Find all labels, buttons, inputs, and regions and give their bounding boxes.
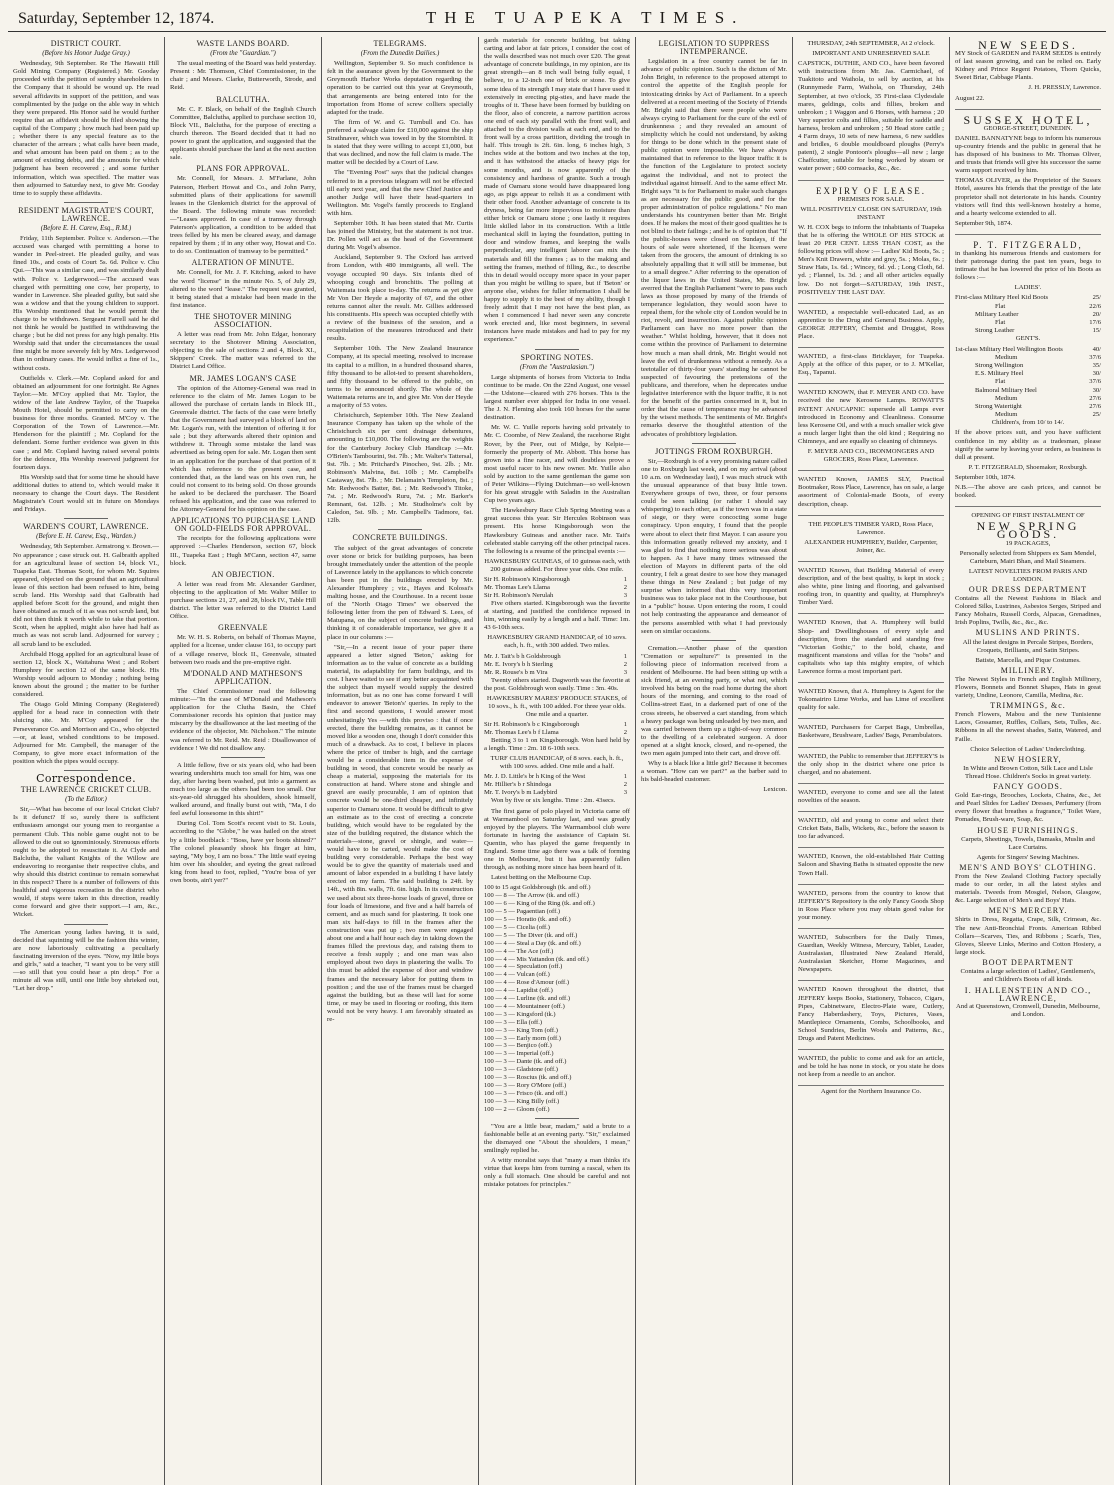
ad-text: WANTED Known, JAMES SLY, Practical Bootmaker, Ross Place, Lawrence, has on sale, a large assortment of Colonial-made Boots, of every description, cheap. bbox=[798, 476, 944, 508]
horse-name: Mr. Hillier's b r Shindoga bbox=[484, 781, 552, 789]
table-row bbox=[955, 303, 1101, 311]
table-row bbox=[484, 592, 630, 600]
wardens-court-sub: (Before E. H. Carew, Esq., Warden.) bbox=[36, 533, 136, 541]
article-paragraph: The Otago Gold Mining Company (Registered) applied for a head race in connection with their sluicing site. Mr. M'Coy appeared for the Perseverance Co. and Morrison and Co., who objected—or, at least, wished conditions to be imposed. Adjourned for Mr. Campbell, the manager of the Company, to give more exact information of the position which the pipes would occupy. bbox=[13, 701, 159, 765]
ad-text: Gold Ear-rings, Brooches, Lockets, Chains, &c., Jet and Pearl Slides for Ladies' Dresses, Perfumery (from every flower that breathes a fragrance," Toilet Ware, Pomades, Brush-ware, Soap, &c. bbox=[955, 792, 1101, 824]
price-item: Strong Watertight bbox=[975, 402, 1022, 410]
ad-subheading: ALEXANDER HUMPHREY, Builder, Carpenter, Joiner, &c. bbox=[804, 538, 938, 554]
ad-text: Batiste, Marcella, and Pique Costumes. bbox=[975, 656, 1081, 664]
wanted-ad bbox=[798, 750, 944, 784]
betting-line: 100 — 5 — The Diver (tk. and off.) bbox=[484, 931, 578, 939]
placing: 3 bbox=[623, 789, 627, 797]
ad-heading: NEW SPRING GOODS. bbox=[976, 519, 1080, 542]
seeds-ad bbox=[955, 37, 1101, 110]
ad-text: MY Stock of GARDEN and FARM SEEDS is entirely of last season growing, and can be relied on. Early Kidney and Prince Regent Potatoes, Thorn Quicks, Sweet Briar, Cabbage Plants. bbox=[955, 50, 1102, 82]
horse-name: Mr. J. D. Little's br h King of the West bbox=[484, 773, 586, 781]
column-7 bbox=[950, 37, 1106, 1485]
article-paragraph: A letter was read from Mr. John Edgar, honorary secretary to the Shotover Mining Association, objecting to the sale of sections 2 and 4, Block XI., Skippers' Creek. The matter was referred to the District Land Office. bbox=[170, 331, 316, 371]
column-2 bbox=[165, 37, 322, 1485]
betting-line: 100 — 4 — Rose d'Amour (off.) bbox=[484, 979, 570, 987]
placing: 1 bbox=[623, 652, 627, 660]
signature: Lexicon. bbox=[763, 786, 787, 794]
betting-line: 100 — 4 — Mountaineer (off.) bbox=[484, 1002, 565, 1010]
concrete-heading: CONCRETE BUILDINGS. bbox=[352, 533, 448, 543]
horse-name: Mr. Thomas Lee's Llama bbox=[484, 584, 550, 591]
price-item: Medium bbox=[995, 353, 1018, 361]
district-court-sub: (Before his Honor Judge Gray.) bbox=[42, 50, 130, 58]
article-paragraph: The first game of polo played in Victoria came off at Warrnambool on Saturday last, and was greatly enjoyed by the players. The Warrnambool club were fortunate in having the assistance of Captain St. Quentin, who has played the game frequently in England. Some time ago there was a talk of forming one in Melbourne, but it has apparently fallen through, as nothing more since has been heard of it. bbox=[484, 807, 630, 872]
wanted-ad bbox=[798, 721, 944, 747]
legislation-heading: LEGISLATION TO SUPPRESS INTEMPERANCE. bbox=[658, 39, 770, 57]
betting-line: 100 — 2 — Gloom (off.) bbox=[484, 1105, 550, 1113]
ad-subheading: OPENING OF FIRST INSTALMENT OF bbox=[971, 512, 1085, 520]
resident-court-heading: RESIDENT MAGISTRATE'S COURT, LAWRENCE. bbox=[18, 205, 154, 223]
article-paragraph: The American young ladies having, it is said, decided that squinting will be the fashion this winter, are now laboriously cultivating a peculiarly fascinating inversion of the eyes. "Now, my little boys and girls," said a teacher, "I want you to be very still—so still that you could hear a pin drop." For a minute all was still, until one little boy shrieked out, "Let her drop." bbox=[13, 928, 159, 993]
ad-text: Contains all the Newest Fashions in Black and Colored Silks, Lustrines, Asbestos Serges, Striped and Fancy Mohairs, Russell Cords, Alpacas, Grenadines, Irish Poplins, Twills, &c., &c., &c. bbox=[955, 595, 1101, 627]
wanted-ad bbox=[798, 350, 944, 384]
betting-line: 100 — 3 — Rory O'More (off.) bbox=[484, 1082, 567, 1089]
ad-heading: SUSSEX HOTEL, bbox=[963, 112, 1093, 127]
article-paragraph: His Worship said that for some time he should have additional duties to attend to, which would make it necessary to change the Court days. The Resident Magistrate's Court would sit in future on Mondays and Fridays. bbox=[13, 473, 159, 514]
article-paragraph: Wednesday, 9th September. Armstrong v. Brown.—No appearance ; case struck out. H. Galbraith applied for an agricultural lease of section 14, block VI., Tuapeka East. Thomas Scott, for whom Mr. Squires appeared, objected on the ground that an agricultural lease of this section had been refused to him, being scrub land. His Worship said that Galbraith had applied before Scott for the ground, and might then have obtained as much of it as was not scrub land, but did not then think it worth while to take that portion. Scott, when he applied, might also have had half as much as was not scrub land. Adjourned for survey ; all scrub land to be excluded. bbox=[13, 543, 159, 648]
price-heading: LADIES'. bbox=[1014, 284, 1042, 292]
race-results bbox=[484, 576, 630, 600]
betting-line: 100 — 8 — The Arrow (tk. and off.) bbox=[484, 892, 580, 900]
cricket-sub: (To the Editor.) bbox=[65, 796, 107, 804]
article-paragraph: Won by five or six lengths. Time : 2m. 43secs. bbox=[491, 797, 616, 805]
price-item: Medium bbox=[995, 394, 1018, 402]
gents-price-table bbox=[955, 346, 1101, 420]
ad-text: WANTED, old and young to come and select their Cricket Bats, Balls, Wickets, &c., before the season is too far advanced. bbox=[798, 817, 944, 841]
ad-text: Carpets, Sheetings, Towels, Damasks, Muslin and Lace Curtains. bbox=[961, 835, 1095, 851]
price-value: 17/6 bbox=[1089, 319, 1101, 327]
horse-name: Sir H. Robinson's b c Kingsborough bbox=[484, 721, 580, 729]
article-paragraph: A little fellow, five or six years old, who had been wearing undershirts much too small for him, was one day, after having been washed, put into a garment as much too large as the others had been too small. Our six-year-old shrugged his shoulders, shook himself, walked around, and finally burst out with, "Ma, I do feel awful loosesome in this shirt!" bbox=[170, 761, 316, 818]
ad-text: WANTED Known, that A. Humphrey is Agent for the Tokomairiro Lime Works, and has Lime of excellent quality for sale. bbox=[798, 688, 944, 712]
placing: 1 bbox=[623, 576, 627, 583]
ad-subheading: LATEST NOVELTIES FROM PARIS AND LONDON. bbox=[968, 567, 1088, 583]
article-paragraph: The firm of W. and G. Turnbull and Co. has preferred a salvage claim for £10,000 against the ship Strathnaver, which was towed in by the Stormbird. It is stated that they were willing to accept £1,000, but that was declined, and now the full claim is made. The matter will be decided by a Court of Law. bbox=[327, 118, 473, 167]
ad-text: Contains a large selection of Ladies', Gentlemen's, and Children's Boots of all kinds. bbox=[960, 968, 1096, 984]
correspondence-heading: Correspondence. bbox=[36, 771, 136, 785]
table-row bbox=[955, 411, 1101, 419]
table-row bbox=[955, 403, 1101, 411]
table-row bbox=[955, 395, 1101, 403]
betting-line: 100 — 6 — King of the Ring (tk. and off.) bbox=[484, 900, 595, 908]
article-paragraph: During Col. Tom Scott's recent visit to St. Louis, according to the "Globe," he was hailed on the street by a little bootblack : "Boss, have yer boots shined?" The colonel pleasantly shook his finger at him, saying, "My boy, I am no boss." The little waif eyeing him over his shoulder, and eyeing the great railroad king from head to foot, replied, "You're boss of yer own boots, ain't yer?" bbox=[170, 820, 316, 884]
race-results bbox=[484, 653, 630, 677]
article-paragraph: "Sir,—In a recent issue of your paper there appeared a letter signed 'Beton,' asking for information as to the value of concrete as a building material, its adaptability for farm buildings, and its cost. I have waited to see if any better acquainted with the subject than myself would supply the desired information, but as no one has come forward I will endeavor to answer 'Beton's' queries. In reply to the first and second questions, I would answer most unhesitatingly Yes —with this proviso : that if once erected, there the building remains, as it cannot be moved like a wooden one, though I don't consider this much of a drawback. As to cost, I believe in places where the price of timber is high, and the carriage would be a considerable item in the expense of building in wood, that concrete would be nearly as cheap a material, supposing the materials for its construction at hand. Where stone and shingle and gravel are easily procurable, I am of opinion that concrete would be one-third cheaper, and infinitely superior to Oamaru stone. It would be difficult to give an estimate as to the cost of erecting a concrete building, which would have to be regulated by the size of the building required, the distance which the materials—stone, gravel or shingle, and water—would have to be carted, would make the cost of building very considerable. Perhaps the best way would be to give the quantity of materials used and amount of labor expended in a building I have lately erected on my farm. The said building is 24ft. by 14ft., with 8in. walls, 7ft. 6in. high. In its construction we used about six three-horse loads of gravel, three or four loads of limestone, and five and a half barrels of cement, and as much sand for plastering. It took one man six half-days to fill in the frames after the construction was put up ; two men were engaged about one and a half hour each day in taking down the frames filled the previous day, and raising them to receive a fresh supply ; and one man was also employed about two days in plastering the walls. To this must be added the expense of door and window frames and the necessary labor for putting them in position ; and the use of the frames must be charged against the building, but as these will last for some time, or may be used in flooring or roofing, this item would not be very heavy. I am favorably situated as re- bbox=[327, 643, 473, 1023]
article-paragraph: Five others started. Kingsborough was the favorite at starting, and justified the confidence reposed in him, winning easily by a length and a half. Time: 1m. 43 6-10th secs. bbox=[484, 600, 630, 632]
article-paragraph: "You are a little bear, madam," said a brute to a fashionable belle at an evening party. "Sir," exclaimed the dismayed one "About the shoulders, I mean," smilingly replied he. bbox=[484, 1122, 630, 1154]
ad-text: Choice Selection of Ladies' Underclothing. bbox=[970, 745, 1086, 753]
placing: 3 bbox=[623, 668, 627, 676]
ad-date: THURSDAY, 24th SEPTEMBER, At 2 o'clock. bbox=[807, 40, 935, 47]
ad-text: WANTED, Subscribers for the Daily Times, Guardian, Weekly Witness, Mercury, Tablet, Leader, Australasian, Illustrated New Zealand Herald, Australasian Sketcher, Home Magazines, and Newspapers. bbox=[798, 933, 944, 974]
ad-heading: TRIMMINGS, &c. bbox=[990, 701, 1066, 711]
betting-line: 100 — 4 — Lurline (tk. and off.) bbox=[484, 995, 570, 1003]
price-value: 15/ bbox=[1092, 327, 1101, 335]
betting-line: 100 — 3 — Frisco (tk. and off.) bbox=[484, 1089, 568, 1097]
column-3 bbox=[322, 37, 479, 1485]
ad-text: And at Queenstown, Cromwell, Dunedin, Melbourne, and London. bbox=[956, 1003, 1100, 1019]
ad-text: in thanking his numerous friends and customers for their patronage during the past ten years, begs to intimate that he has lowered the price of his Boots as follows :— bbox=[955, 249, 1101, 282]
placing: 1 bbox=[623, 721, 627, 729]
wanted-ad bbox=[798, 685, 944, 719]
ad-text: From the New Zealand Clothing Factory specially made to our order, in all the latest styles and materials. Tweeds from Mosgiel, Nelson, Glasgow, &c. Large selection of Men's and Boys' Hats. bbox=[955, 872, 1101, 905]
telegrams-sub: (From the Dunedin Dailies.) bbox=[360, 50, 440, 58]
column-6 bbox=[793, 37, 950, 1485]
wardens-court-heading: WARDEN'S COURT, LAWRENCE. bbox=[23, 522, 149, 532]
article-paragraph: Wellington, September 9. So much confidence is felt in the assurance given by the Government to the Greymouth Harbor Works deputation regarding the operation to be carried out this year at Greymouth, that arrangements are being entered into for the importation from Home of screw colliers specially adapted for the trade. bbox=[327, 60, 473, 116]
horse-name: Sir H. Robinson's Kingsborough bbox=[484, 576, 570, 583]
auction-ad bbox=[798, 37, 944, 181]
ad-text: Personally selected from Shippers ex Sam Mendel, Carteburn, Mairi Bhan, and Mail Steamers. bbox=[959, 549, 1097, 565]
table-row bbox=[484, 789, 630, 797]
race-results bbox=[484, 773, 630, 797]
table-row bbox=[955, 378, 1101, 386]
table-row bbox=[955, 362, 1101, 370]
article-paragraph: gards materials for concrete building, but taking carting and labor at fair prices, I consider the cost of the walls described was not much over £20. The great advantage of concrete buildings, in my opinion, are its great strength—an 8 inch wall being fully equal, I believe, to a 12-inch one of brick or stone. To give some idea of its strength I may state that I have used it extensively in erecting pig-sties, and have made the troughs of it. These have been formed by building on the floor, also of concrete, a narrow partition across one end of each sty parallel with the front wall, and attached to the division walls at each end, and to the front wall by a cross partition, dividing the trough in half. This trough is 2ft. 6in. long, 6 inches high, 3 inches wide at the bottom and two inches at the top, and it has withstood the attacks of heavy pigs for some months, and is now apparently of the consistency and hardness of granite. Such a trough made of Oamaru stone would have disappeared long ago, as pigs appear to relish it as a condiment with their other food. Another advantage of concrete is its dryness, being far more impervious to moisture than either brick or Oamaru stone ; one lastly it requires little skilled labor in its construction. With a little mechanical skill in laying the foundation, putting in door and window frames, and keeping the walls perpendicular, any intelligent laborer can mix the materials and fill the frames ; as to the making and setting the frames, method of filling, &c., to describe this in detail would occupy more space in your paper than you might be willing to spare, but if 'Beton' or anyone else, wishes for fuller information I shall be happy to supply it to the best of my ability, though I freely admit that I may not have the best plan, as when I commenced I had never seen any concrete work erected and, like most beginners, in several instances have made mistakes and had to pay for my experience." bbox=[484, 37, 630, 344]
ad-heading: HOUSE FURNISHINGS. bbox=[977, 825, 1079, 835]
price-item: Flat bbox=[995, 319, 1006, 327]
placing: 2 bbox=[623, 660, 627, 668]
lease-ad bbox=[798, 183, 944, 304]
race-heading: HAWKESBURY MARES' PRODUCE STAKES, of 10 sovs., h. ft., with 100 added. For three year olds. One mile and a quarter. bbox=[486, 694, 628, 718]
wanted-ad bbox=[798, 983, 944, 1050]
article-paragraph: September 10th. The New Zealand Insurance Company, at its special meeting, resolved to increase its capital to a million, in a hundred thousand shares, fifty thousand to be allot-ted to present shareholders, and fifty thousand to be offered to the public, on terms to be announced shortly. The whole of the Waitemata returns are in, and give Mr. Von der Heyde a majority of 53 votes. bbox=[327, 345, 473, 410]
table-row bbox=[484, 773, 630, 781]
ad-heading: P. T. FITZGERALD, bbox=[973, 239, 1083, 250]
article-paragraph: September 10th. It has been stated that Mr. Curtis has joined the Ministry, but the statement is not true. Dr. Pollen will act as the head of the Government during Mr. Vogel's absence. bbox=[327, 219, 473, 252]
betting-line: 100 — 4 — Mis Yattandon (tk. and off.) bbox=[484, 955, 589, 963]
issue-date: Saturday, September 12, 1874. bbox=[18, 10, 215, 27]
ad-text: WANTED Known throughout the district, that JEFFERY keeps Books, Stationery, Tobacco, Cigars, Pipes, Cabinetware, Electro-Plate ware, Cutlery, Fancy Haberdashery, Toys, Pictures, Vases, Mantlepiece Ornaments, Combs, Schoolbooks, and School Sundries, Berlin Wools and Patterns, &c., Drugs and Patent Medicines. bbox=[798, 986, 944, 1042]
table-row bbox=[955, 327, 1101, 335]
column-1 bbox=[8, 37, 165, 1485]
betting-line: 100 — 4 — Lapidist (off.) bbox=[484, 987, 553, 995]
betting-line: 100 — 4 — The Ace (off.) bbox=[484, 947, 554, 955]
betting-line: 100 — 5 — Horatio (tk. and off.) bbox=[484, 915, 571, 923]
betting-list bbox=[484, 884, 630, 1113]
article-paragraph: Mr. Connell, for Messrs. J. M'Farlane, John Paterson, Herbert Howat and Co., and John Parry, submitted plans of their applications for sawmill leases in the Glenkenich district for the approval of the Board. The following minute was recorded:—"Leases approved. In case of a tramway through Paterson's application, a condition to be added that trees felled by his men be cleared away, and damage repaired by them ; if in any other way, Howat and Co. to do so. Continuation of tramway to be permitted." bbox=[170, 175, 316, 256]
price-item: E.S. Military Heel bbox=[975, 370, 1024, 378]
column-5 bbox=[636, 37, 793, 1485]
section-heading: ALTERATION OF MINUTE. bbox=[191, 258, 295, 268]
ad-heading: MILLINERY. bbox=[1000, 665, 1056, 675]
table-row bbox=[484, 661, 630, 669]
ad-signature: F. MEYER AND CO., IRONMONGERS AND GROCERS, Ross Place, Lawrence. bbox=[807, 448, 935, 464]
section-heading: PLANS FOR APPROVAL. bbox=[196, 164, 290, 174]
ad-text: WANTED, Known, the old-established Hair Cutting Saloon and Shaving Baths is situated opposite the new Town Hall. bbox=[798, 853, 944, 877]
price-item: Balmoral Military Heel bbox=[975, 386, 1037, 394]
article-paragraph: The receipts for the following applications were approved :—Charles Henderson, section 67, block III., Tuapeka East ; Hugh M'Cann, section 47, same block. bbox=[170, 535, 316, 567]
ad-heading: EXPIRY OF LEASE. bbox=[816, 185, 926, 196]
table-row bbox=[484, 576, 630, 584]
price-item: Military Leather bbox=[975, 310, 1019, 318]
horse-name: Sir H. Robinson's Nerulah bbox=[484, 592, 554, 599]
article-paragraph: The usual meeting of the Board was held yesterday. Present : Mr. Thomson, Chief Commissioner, in the chair ; and Messrs. Clarke, Butterworth, Strode, and Reid. bbox=[170, 60, 316, 92]
ad-heading: NEW HOSIERY, bbox=[994, 754, 1062, 764]
waste-lands-sub: (From the "Guardian.") bbox=[210, 50, 276, 58]
price-item: Strong Wellington bbox=[975, 361, 1024, 369]
price-item: First-class Military Heel Kid Boots bbox=[955, 294, 1049, 302]
ad-heading: THE PEOPLE'S TIMBER YARD, Ross Place, Lawrence. bbox=[808, 520, 934, 536]
wanted-ad bbox=[798, 306, 944, 348]
ad-text: All the latest designs in Percale Stripes, Borders, Croquets, Brilliants, and Satin Stripes. bbox=[962, 638, 1094, 654]
ad-text: WANTED Known, that Building Material of every description, and of the best quality, is kept in stock ; also white, pine lining and flooring, and galvanised roofing iron, in quantity and quality, at Humphrey's Timber Yard. bbox=[798, 566, 944, 607]
placing: 2 bbox=[623, 584, 627, 591]
betting-line: 100 — 3 — Gladstone (off.) bbox=[484, 1066, 558, 1074]
jottings-heading: JOTTINGS FROM ROXBURGH. bbox=[655, 446, 773, 456]
ad-text: W. H. COX begs to inform the inhabitants of Tuapeka that he is offering the WHOLE OF HIS STOCK at least 20 PER CENT. LESS THAN COST, as the following prices will show :— Ladies' Kid Boots, 5s. ; Men's Knit Drawers, white and grey, 5s. ; Molas, 6s. ; Straw Hats, 1s. 6d. ; Wincey, 6d. yd. ; Long Cloth, 6d. yd. ; Flannel, 1s. 3d. ; and all other articles equally low. Do not forget—SATURDAY, 19th INST., POSITIVELY THE LAST DAY. bbox=[798, 223, 944, 296]
betting-line: 100 — 3 — Roscius (tk. and off.) bbox=[484, 1074, 572, 1082]
table-row bbox=[484, 669, 630, 677]
ad-text: Children's, from 10/ to 14/. bbox=[991, 419, 1065, 427]
ad-heading: MUSLINS AND PRINTS. bbox=[975, 628, 1081, 638]
wanted-ad bbox=[798, 786, 944, 812]
betting-line: 100 — 3 — Kingsford (tk.) bbox=[484, 1010, 556, 1018]
price-heading: GENT'S. bbox=[1015, 335, 1041, 343]
horse-name: Mr. E. Ivory's b h Sterling bbox=[484, 660, 553, 668]
ad-text: If the above prices suit, and you have sufficient confidence in my ability as a tradesman, please signify the same by leaving your orders, as business is dull at present. bbox=[955, 429, 1101, 461]
wanted-ad bbox=[798, 386, 944, 471]
ad-date: August 22. bbox=[955, 94, 985, 102]
price-item: 1st-class Military Heel Wellington Boots bbox=[955, 345, 1063, 353]
article-paragraph: Legislation in a free country cannot be far in advance of public opinion. Such is the dictum of Mr. John Bright, in reference to the proposed attempt to control the appetite of the English people for intoxicating drinks by Act of Parliament. In a speech delivered at a recent meeting of the Society of Friends Mr. Bright said that there were people who were always crying to Parliament for the cure of the evil of drunkenness ; and they revealed an amount of simplicity which he could not understand, by asking for things to be done which in the present state of public opinion were impossible. We have always maintained that in reference to the liquor traffic it is the function of the Legislature to protect society against the individual, and not to protect the individual against himself. And to the same effect Mr. Bright says "it is for Parliament to make such changes as are necessary for the public good, and for the proper administration of police regulations." No man understands his countrymen better than Mr. Bright does. If he makes the most of their good qualities he is not blind to their failings ; and he is of opinion that "If the public-houses were closed on Sundays, if the hours of sale were shortened, if the licenses were taken from the grocers, the amount of drinking is so absolutely appalling that it will still be immense, but to a small degree." After referring to the operation of the liquor laws in the United States, Mr. Bright averred that the English Parliament "were to pass such laws as those proposed by many of the friends of temperance legislation, they would soon have to repeal them, for the whole city of London would be in riot, revolt, and insurrection. Against public opinion Parliament can have no more power than the weather." Whilst holding, however, that it does not come within the province of Parliament to determine how much a man shall drink, Mr. Bright would not leave the evil of drunkenness without a remedy. As a teetotaller of thirty-four years' standing he cannot be suspected of favouring the pretensions of the publicans, and therefore, when he deprecates undue legislative interference with the liquor traffic, it is not for the benefit of the parties concerned in it, but in order that the cause of temperance may be advanced by the wisest methods. The sentiments of Mr. Bright's remarks deserve the thoughtful attention of the advocates of prohibitory legislation. bbox=[641, 58, 787, 438]
placing: 1 bbox=[623, 773, 627, 781]
wanted-ad bbox=[798, 564, 944, 614]
ad-heading: BOOT DEPARTMENT bbox=[982, 957, 1074, 967]
price-value: 37/6 bbox=[1089, 378, 1101, 386]
ad-signature: P. T. FITZGERALD, Shoemaker, Roxburgh. bbox=[968, 463, 1088, 471]
ad-text: WANTED, Purchasers for Carpet Bags, Umbrellas, Basketware, Brushware, Ladies' Bags, Perambulators. bbox=[798, 724, 944, 740]
wanted-ad bbox=[798, 850, 944, 884]
table-row bbox=[955, 319, 1101, 327]
sussex-hotel-ad bbox=[955, 112, 1101, 235]
ad-heading: IMPORTANT AND UNRESERVED SALE bbox=[812, 50, 930, 58]
ad-signature: J. H. PRESSLY, Lawrence. bbox=[1028, 84, 1101, 92]
telegrams-heading: TELEGRAMS. bbox=[373, 39, 427, 48]
betting-line: 100 — 5 — Cicelia (off.) bbox=[484, 923, 550, 931]
cricket-heading: THE LAWRENCE CRICKET CLUB. bbox=[20, 785, 152, 795]
ladies-price-table bbox=[955, 294, 1101, 335]
article-paragraph: Latest betting on the Melbourne Cup. bbox=[491, 874, 592, 882]
price-item: Strong Leather bbox=[975, 327, 1015, 335]
price-value: 35/ bbox=[1092, 361, 1101, 369]
horse-name: Mr. J. Tait's b h Goldsbrough bbox=[484, 652, 561, 660]
article-paragraph: Archibald Hogg applied for an agricultural lease of section 12, block X., Waitahuna West ; and Robert Humphrey for section 12 of the same block. His Worship would adjourn to Monday ; nothing being known about the ground ; the matter to be further considered. bbox=[13, 650, 159, 699]
wanted-ad bbox=[798, 931, 944, 981]
horse-name: Mr. T. Ivory's b m Ladybird bbox=[484, 789, 558, 797]
betting-line: 100 — 3 — Ella (off.) bbox=[484, 1018, 543, 1026]
race-heading: TURF CLUB HANDICAP, of 8 sovs. each, h. ft., with 100 sovs. added. One mile and a half. bbox=[490, 755, 624, 771]
table-row bbox=[955, 311, 1101, 319]
ad-text: WANTED, a respectable well-educated Lad, as an apprentice to the Drug and General Business. Apply, GEORGE JEFFERY, Chemist and Druggist, Ross Place. bbox=[798, 308, 944, 340]
article-paragraph: A letter was read from Mr. Alexander Gardiner, objecting to the application of Mr. Walter Miller to purchase sections 21, 27, and 28, block IV., Table Hill district. The letter was referred to the District Land Office. bbox=[170, 580, 316, 621]
table-row bbox=[955, 294, 1101, 302]
race-heading: HAWKESBURY GUINEAS, of 10 guineas each, with 200 guineas added. For three year olds. One mile. bbox=[484, 557, 630, 573]
price-value: 37/6 bbox=[1089, 353, 1101, 361]
price-value: 25/ bbox=[1092, 294, 1101, 302]
ad-heading: NEW SEEDS. bbox=[978, 38, 1078, 52]
article-paragraph: Friday, 11th September. Police v. Anderson.—The accused was charged with permitting a horse to wander in Peel-street. He pleaded guilty, and was fined 10s., and costs of Court 5s. 6d. Police v. Chu Qui.—This was a similar case, and was similarly dealt with. Police v. Ledgerwood.—The accused was charged with permitting one cow, her property, to wander in Lawrence. She pleaded guilty, but said she was a widow and that the young children to support. His Worship mentioned that he would permit the charge to be withdrawn. Sergeant Farrell said he did not think he would be justified in withdrawing the charge ; but he did not press for any high penalty. His Worship said that under the circumstances the usual fine might be more severely felt by Mrs. Ledgerwood than in ordinary cases. He would inflict a fine of 1s., without costs. bbox=[13, 235, 159, 372]
table-row bbox=[484, 584, 630, 592]
ad-text: WANTED, the public to come and ask for an article, and be told he has none in stock, or you state he does not keep from a needle to an anchor. bbox=[798, 1055, 944, 1079]
race-results bbox=[484, 721, 630, 737]
ad-date: September 9th, 1874. bbox=[955, 219, 1013, 227]
race-heading: HAWKESBURY GRAND HANDICAP, of 10 sovs. each, h. ft., with 300 added. Two miles. bbox=[487, 634, 627, 650]
ad-text: French Flowers, Mabou and the new Tunisienne Laces, Gossamer, Ruffles, Collars, Sets, Tulles, &c. Ribbons in all the newest shades, Satin, Watered, and Faille. bbox=[955, 711, 1101, 743]
newspaper-title: THE TUAPEKA TIMES. bbox=[425, 8, 745, 27]
article-paragraph: The "Evening Post" says that the judicial changes referred to in a previous telegram will not be effected till early next year, and that the new Chief Justice and another Judge will have their head-quarters in Wellington. Mr. Vogel's family proceeds to England with him. bbox=[327, 169, 473, 217]
price-value: 30/ bbox=[1092, 386, 1101, 394]
ad-text: DANIEL BANNATYNE begs to inform his numerous up-country friends and the public in general that he has disposed of his business to Mr. Thomas Oliver, and trusts that friends will give his successor the same warm support received by him. bbox=[955, 134, 1101, 175]
ad-heading: MEN'S AND BOYS' CLOTHING. bbox=[959, 862, 1097, 872]
ad-text: THOMAS OLIVER, as the Proprietor of the Sussex Hotel, assures his friends that the prestige of the late proprietor shall not deteriorate in his hands. Country visitors will find this well-known hostelry a home, and a hearty welcome extended to all. bbox=[955, 177, 1101, 217]
ad-text: In White and Brown Cotton, Silk Lace and Lisle Thread Hose. Children's Socks in great variety. bbox=[963, 764, 1093, 780]
wanted-ad bbox=[798, 1052, 944, 1086]
section-heading: THE SHOTOVER MINING ASSOCIATION. bbox=[194, 311, 292, 329]
article-paragraph: Mr. Connell, for Mr. J. F. Kitching, asked to have the word "license" in the minute No. 5, of July 29, altered to the word "lease." The request was granted, it being stated that a mistake had been made in the first instance. bbox=[170, 269, 316, 309]
waste-lands-heading: WASTE LANDS BOARD. bbox=[196, 39, 290, 48]
betting-line: 100 — 4 — Speculation (off.) bbox=[484, 963, 563, 971]
sporting-sub: (From the "Australasian.") bbox=[519, 363, 595, 371]
table-row bbox=[955, 370, 1101, 378]
betting-line: 100 — 3 — Imperial (off.) bbox=[484, 1050, 554, 1058]
article-paragraph: Mr. W. H. S. Roberts, on behalf of Thomas Mayne, applied for a license, under clause 161, to occupy part of a village reserve, block II., Greenvale, situated between two roads and the pre-emptive right. bbox=[170, 634, 316, 666]
article-paragraph: The opinion of the Attorney-General was read in reference to the claim of Mr. James Logan to be allowed the purchase of certain lands in Block III., Greenvale district. The facts of the case were briefly that the Government had surveyed a block of land on Mr. Logan's run, with the intention of offering it for sale ; but they afterwards altered their opinion and withdrew it. Through some mistake the land was advertised as being open for sale. Mr. Logan then sent in an application for the purchase of that portion of it which has reference to the present case, and contended that, as the land was on his own run, he could not consent to its being sold. On those grounds he asked to be declared the purchaser. The Board refused his application, and the case was referred to the Attorney-General for his opinion on the case. bbox=[170, 384, 316, 514]
ad-text: CAPSTICK, DUTHIE, AND CO., have been favored with instructions from Mr. Jas. Carmichael, of Tuakitoto and Waihola, to sell by auction, at his (Runnymede Farm, Waihola, on Thursday, 24th September, at two o'clock, 35 First-class Clydesdale mares, geldings, colts and fillies, broken and unbroken ; 1 Waggon and 6 Horses, with harness ; 20 Very superior colts and fillies, suitable for saddle and harness, broken and unbroken ; 50 Head store cattle ; 4 Farm drays, 10 sets of new harness, 6 new saddles and bridles, 6 double mouldboard ploughs (Perry's patent), 2 single Pontoon's ploughs—all new ; large Chaffcutter, suitable for being worked by steam or water power ; 600 cornsacks, &c., &c. bbox=[798, 60, 944, 173]
ad-text: WANTED, the Public to remember that JEFFERY'S is the only shop in the district where one price is charged, and no abatement. bbox=[798, 752, 944, 776]
betting-line: 100 — 3 — King Tom (off.) bbox=[484, 1026, 558, 1034]
columns bbox=[8, 37, 1106, 1485]
article-paragraph: Wednesday, 9th September. Re The Hawaiii Hill Gold Mining Company (Registered.) Mr. Gooday proceeded with the petition of sundry shareholders in the Company that it should be wound up. He read several affidavits in support of the petition, and was complimented by the judge on the able way in which they were prepared. His Honor said he would further require that an affidavit should be filed showing the capital of the Company ; how much had been paid up ; whether there is any special feature as to the character of the arrears ; what calls have been made, and what amount has been paid on them ; as to the amount of existing debts, and the amounts for which judgment has been recovered ; and some further information, which was specified. The matter was then adjourned to Saturday next, to give Mr. Gooday time to to supply these affidavits. bbox=[13, 60, 159, 197]
price-value: 30/ bbox=[1092, 370, 1101, 378]
ad-text: WANTED, everyone to come and see all the latest novelties of the season. bbox=[798, 788, 944, 804]
ad-text: Agents for Singers' Sewing Machines. bbox=[976, 853, 1080, 861]
article-paragraph: Christchurch, September 10th. The New Zealand Insurance Company has taken up the whole of the Christchurch six per cent drainage debentures, amounting to £10,000. The following are the weights for the Canterbury Jockey Club Handicap :—Mr. O'Brien's Tambourini, 9st. 7lb. ; Mr. Walter's Tattersal, 9st. 7lb. ; Mr. Pritchard's Pinocheo, 9st. 2lb. ; Mr. Robinson's Malvina, 8st. 10lb ; Mr. Campbell's Castaway, 8st. 7lb. ; Mr. Delamain's Templeton, 8st. ; Mr. Redwood's Batter, 8st. ; Mr. Redwood's Titoke, 7st. ; Mr. Redwood's Ruru, 7st. ; Mr. Barker's Remnant, 6st. 12lb. ; Mr. Studholme's colt by Caledon, 5st. 9lb. ; Mr. Campbell's Tadmore, 6st. 12lb. bbox=[327, 412, 473, 525]
article-paragraph: A witty moralist says that "many a man thinks it's virtue that keeps him from turning a rascal, when its only a full stomach. One should be careful and not mistake potatoes for principles." bbox=[484, 1157, 630, 1189]
horse-name: Mr. Thomas Lee's b f Llama bbox=[484, 729, 559, 737]
ad-heading: FANCY GOODS. bbox=[993, 782, 1063, 792]
placing: 2 bbox=[623, 781, 627, 789]
timber-yard-ad bbox=[798, 518, 944, 562]
price-item: Flat bbox=[995, 302, 1006, 310]
masthead bbox=[8, 6, 1106, 32]
betting-line: 100 to 15 agst Goldsbrough (tk. and off.) bbox=[484, 884, 591, 892]
price-value: 27/6 bbox=[1089, 402, 1101, 410]
section-heading: M'DONALD AND MATHESON'S APPLICATION. bbox=[183, 668, 303, 686]
resident-court-sub: (Before E. H. Carew, Esq., R.M.) bbox=[40, 224, 132, 232]
ad-heading: MEN'S MERCERY. bbox=[988, 906, 1068, 916]
price-value: 27/6 bbox=[1089, 394, 1101, 402]
article-paragraph: Auckland, September 9. The Oxford has arrived from London, with 480 immigrants, all well. The voyage occupied 90 days. Six infants died of whooping cough and bronchitis. The polling at Waitemata took place to-day. The returns as yet give Mr Von Der Heyde a majority of 67, and the other returns cannot alter the result. Mr. Gillies addressed his constituents. His speech was occupied chiefly with a review of the business of the session, and a recapitulation of the measures introduced and their results. bbox=[327, 254, 473, 343]
article-paragraph: Mr. W. C. Yuille reports having sold privately to Mr. C. Coombe, of New Zealand, the racehorse Right Rover, by the Peer, out of Midge, by Kelpie—formerly the property of Mr. Abbott. This horse has grown into a fine racer, and will doubtless prove a most useful racer to his new owner. Mr. Yuille also sold by auction to the same gentleman the game son of Peter Wilkins—Flying Dutchman—so well-known for his great struggle with Saladin in the Australian Cup two years ago. bbox=[484, 424, 630, 505]
ad-subheading: WILL POSITIVELY CLOSE ON SATURDAY, 19th INSTANT bbox=[800, 205, 942, 221]
table-row bbox=[955, 346, 1101, 354]
article-paragraph: Betting 3 to 1 on Kingsborough. Won hard held by a length. Time : 2m. 18 6-10th secs. bbox=[484, 737, 630, 753]
table-row bbox=[484, 653, 630, 661]
table-row bbox=[955, 387, 1101, 395]
section-heading: MR. JAMES LOGAN'S CASE bbox=[189, 373, 297, 383]
ad-text: WANTED, persons from the country to know that JEFFERY'S Repository is the only Fancy Goods Shop in Ross Place where you may obtain good value for your money. bbox=[798, 889, 944, 921]
price-item: Medium bbox=[995, 411, 1018, 419]
section-heading: GREENVALE bbox=[218, 623, 268, 633]
ad-footer: Agent for the Northern Insurance Co. bbox=[820, 1088, 922, 1096]
article-paragraph: The Chief Commissioner read the following minute:—"In the case of M'Donald and Matheson's application for the Clutha Basin, the Chief Commissioner records his opinion that justice may miscarry by the disallowance at the last meeting of the evidence of the objector, Mr. Nicholson." The minute was referred to Mr. Reid. Mr. Reid : Disallowance of evidence ! We did not disallow any. bbox=[170, 687, 316, 752]
placing: 2 bbox=[623, 729, 627, 737]
betting-line: 100 — 3 — Dante (tk. and off.) bbox=[484, 1058, 567, 1066]
fitzgerald-ad bbox=[955, 237, 1101, 507]
article-paragraph: Twenty others started. Dagworth was the favorite at the post. Goldsbrough won easily. Time : 3m. 40s. bbox=[484, 676, 630, 692]
ad-text: WANTED KNOWN, that F. MEYER AND CO. have received the new Kerosene Lamps. ROWATT'S PATENT ANUCAPNIC supersede all Lamps ever introduced in Economy and Cleanliness. Consume less Kerosene Oil, and with a much smaller wick give a much larger light than the old kind ; Requiring no Chimneys, and are equally so cleaning of chimneys. bbox=[798, 389, 944, 445]
price-value: 25/ bbox=[1092, 411, 1101, 419]
betting-line: 100 — 4 — Steal a Day (tk. and off.) bbox=[484, 939, 581, 947]
horse-name: Mr. R. Rouse's b m Vira bbox=[484, 668, 548, 676]
article-paragraph: Large shipments of horses from Victoria to India continue to be made. On the 22nd August, one vessel—the Udstone—cleared with 276 horses. This is the largest number ever shipped for India in one vessel. The J. N. Fleming also took 160 horses for the same destination. bbox=[484, 373, 630, 422]
wanted-ad bbox=[798, 887, 944, 929]
ad-subheading: GEORGE-STREET, DUNEDIN. bbox=[983, 124, 1073, 132]
district-court-heading: DISTRICT COURT. bbox=[50, 39, 122, 48]
price-value: 20/ bbox=[1092, 310, 1101, 318]
article-paragraph: The Hawkesbury Race Club Spring Meeting was a great success this year. Sir Hercules Robinson was present. His horse Kingsborough won the Hawkesbury Guineas and another race. Mr. Tait's celebrated stable carrying off the other principal races. The following is a resume of the principal events :— bbox=[484, 507, 630, 555]
ad-text: The Newest Styles in French and English Millinery, Flowers, Bonnets and Bonnet Shapes, Hats in great variety, Undine, Leonore, Camilla, Medina, &c. bbox=[955, 675, 1101, 700]
article-paragraph: Sir,—What has become of our local Cricket Club? Is it defunct? If so, surely there is sufficient enthusiasm amongst our young men to reorganise a permanent Club. This noble game ought not to be allowed to die out so ignominiously. Strenuous efforts ought to be adopted to resuscitate it. At Clyde and Balclutha, the valiant Knights of the Willow are endeavoring to reorganise their respective clubs, and why should this district continue to remain somewhat in this respect? There is a number of followers of this healthful and vigorous recreation in the district who would, if steps were taken in this direction, readily come forward and give their support.—I am, &c., Wicket. bbox=[13, 806, 159, 919]
price-item: Flat bbox=[995, 378, 1006, 386]
section-heading: APPLICATIONS TO PURCHASE LAND ON GOLD-FIELDS FOR APPROVAL. bbox=[170, 516, 316, 534]
ad-subheading: 19 PACKAGES, bbox=[1005, 539, 1051, 547]
price-value: 22/6 bbox=[1089, 302, 1101, 310]
article-paragraph: Mr. C. F. Black, on behalf of the English Church Committee, Balclutha, applied to purchase section 10, Block VII., Balclutha, for the purpose of erecting a church thereon. The Board decided that it had no power to grant the application, and suggested that the applicants should purchase the land at the next auction sale. bbox=[170, 105, 316, 162]
hallenstein-ad bbox=[955, 509, 1101, 1025]
ad-text: Shirts in Dress, Regatta, Crape, Silk, Crimean, &c. The new Anti-Bronchial Fronts. American Ribbed Collars—Scarves, Ties, and Ribbons ; Scarfs, Ties, Gloves, Sleeve Links, Merino and Cotton Hosiery, a large stock. bbox=[955, 916, 1101, 956]
ad-heading: OUR DRESS DEPARTMENT bbox=[968, 584, 1088, 594]
article-paragraph: Cremation.—Another phase of the question "Cremation or sepulture?" is presented in the following piece of information received from a resident of Melbourne. He had been sitting up with a sick friend, at an evening party, or what not, which involved his being on the road home during the short hours of the morning, and coming to the road of Collins-street East, in a darkened part of one of the cross streets, he observed a cart standing, from which a heavy package was being unloaded by two men, and was carried between them up a tight-of-way common to the dwelling of a celebrated surgeon. A door opened at a slight knock, closed, and re-opened, the two men again jumped into their cart, and drove off. bbox=[641, 644, 787, 757]
article-paragraph: The subject of the great advantages of concrete over stone or brick for building purposes, has been brought immediately under the attention of the people of Lawrence lately in the appliances to which concrete has been put in the buildings erected by Mr. Alexander Humphrey ; viz., Hayes and Kolossi's malting house, and the Courthouse. In a recent issue of the "North Otago Times" we observed the following letter from the pen of Edward S. Lees, of Matupana, on the subject of concrete buildings, and thinking it of considerable importance, we give it a place in our columns :— bbox=[327, 544, 473, 641]
ad-heading: I. HALLENSTEIN AND CO., LAWRENCE, bbox=[964, 985, 1092, 1004]
article-paragraph: Outfields v. Clerk.—Mr. Copland asked for and obtained an adjournment for one fortnight. Re Agnes Taylor.—Mr. M'Coy applied that Mr. Taylor, the widow of the late Andrew Taylor, of the Tuapeka Mouth Hotel, should be permitted to carry on the business for three months. Granted. M'Coy v. The Corporation of the Town of Lawrence.—Mr. Henderson for the plaintiff ; Mr. Copland for the defendant. Some further evidence was given in this case ; and Mr. Copland having raised several points for the defence, His Worship reserved judgment for fourteen days. bbox=[13, 374, 159, 471]
betting-line: 100 — 3 — King Billy (off.) bbox=[484, 1097, 560, 1105]
wanted-ad bbox=[798, 616, 944, 683]
betting-line: 100 — 4 — Vulcan (off.) bbox=[484, 971, 550, 979]
ad-text: WANTED, a first-class Bricklayer, for Tuapeka. Apply at the office of this paper, or to J. M'Kellar, Esq., Tapanui. bbox=[798, 353, 944, 377]
placing: 3 bbox=[623, 592, 627, 599]
betting-line: 100 — 3 — Early morn (off.) bbox=[484, 1034, 561, 1042]
sporting-heading: SPORTING NOTES. bbox=[520, 352, 594, 362]
betting-line: 100 — 3 — Benjico (off.) bbox=[484, 1042, 552, 1050]
betting-line: 100 — 5 — Pagaentian (off.) bbox=[484, 908, 561, 916]
table-row bbox=[484, 721, 630, 729]
section-heading: AN OBJECTION. bbox=[211, 569, 275, 579]
ad-text: WANTED Known, that A. Humphrey will build Shop- and Dwellinghouses of every style and description, from the standard and standing free "Victorian Gothic," to the bold, chaste, and magnificent mansions and villas for the "nobs" and capitalists who tap this mighty empire, of which Lawrence forms a most important part. bbox=[798, 619, 944, 675]
table-row bbox=[484, 781, 630, 789]
table-row bbox=[484, 729, 630, 737]
ad-text: N.B.—The above are cash prices, and cannot be booked. bbox=[955, 484, 1101, 500]
ad-subheading: PREMISES FOR SALE. bbox=[837, 195, 905, 203]
column-4 bbox=[479, 37, 636, 1485]
price-value: 40/ bbox=[1092, 345, 1101, 353]
wanted-ad bbox=[798, 473, 944, 515]
table-row bbox=[955, 354, 1101, 362]
section-heading: BALCLUTHA. bbox=[216, 94, 270, 104]
article-paragraph: Why is a black like a little girl? Because it becomes a woman. "How can we part?" as the barber said to his bald-headed customer. bbox=[641, 760, 787, 784]
article-paragraph: Sir,—Roxburgh is of a very promising nature called one to Roxburgh last week, and on my arrival (about 10 a.m. on Wednesday last), I was much struck with the unusual appearance of that busy little town. Everywhere groups of two, three, or four persons could be seen talking (or rather I should say whispering) to each other, as if the town was in a state of siege, or they were concocting some huge conspiracy. Upon enquiry, I found that the people were about to elect their first Mayor. I can assure you this information greatly relieved my anxiety, and I was glad to find that nothing more serious was about to happen. As I have many times witnessed the election of Mayors in different parts of the old country, I felt a great desire to see how they managed these things in New Zealand ; but judge of my surprise when informed that this very important business was to take place not in the Courthouse, but in a "public" house. Upon entering the room, I could not help contrasting the appearance and demeanor of the persons assembled with what I had previously seen on similar occasions. bbox=[641, 457, 787, 635]
ad-date: September 10th, 1874. bbox=[955, 473, 1016, 481]
wanted-ad bbox=[798, 814, 944, 848]
